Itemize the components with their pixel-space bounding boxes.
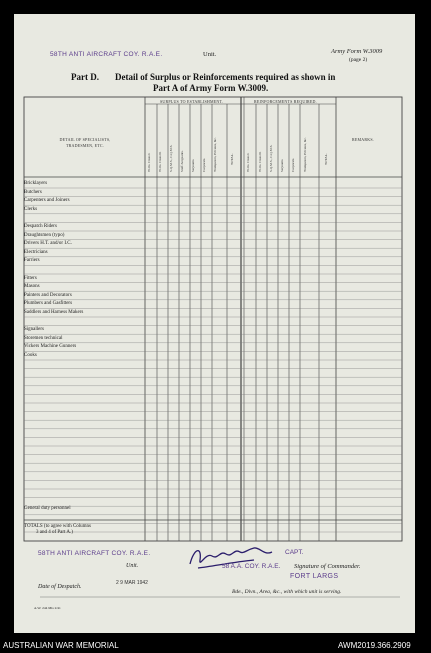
- page-reference: (page 2): [349, 57, 368, 63]
- row-label-12: Masons: [24, 284, 40, 290]
- row-label-1: Butchers: [24, 189, 42, 195]
- row-label-17: Signallers: [24, 327, 44, 333]
- row-label-15: Saddlers and Harness Makers: [24, 310, 84, 315]
- printer-code: A.W. 244 Mis 2/41: [34, 606, 61, 610]
- reinforcement-col-header-1: W.Os. Class II.: [258, 151, 262, 172]
- row-label-13: Painters and Decorators: [24, 292, 72, 298]
- row-label-6: Draughtsmen (typo): [24, 232, 65, 238]
- row-label-2: Carpenters and Joiners: [24, 198, 70, 204]
- unit-label-bottom: Unit.: [126, 563, 139, 569]
- row-label-20: Cooks: [24, 353, 37, 358]
- unit-stamp: 58TH ANTI AIRCRAFT COY. R.A.E.: [50, 51, 163, 58]
- reinforcement-col-header-4: Corporals.: [291, 157, 295, 172]
- reinforcement-col-header-0: W.Os. Class I.: [246, 152, 250, 172]
- surplus-group-header: SURPLUS TO ESTABLISHMENT.: [160, 99, 224, 104]
- row-label-19: Vickers Machine Gunners: [24, 344, 77, 350]
- reinforcement-total-header: TOTAL.: [324, 153, 328, 165]
- reinforcement-col-header-3: Serjeants.: [280, 158, 284, 172]
- signature-caption: Signature of Commander.: [294, 563, 361, 570]
- row-label-14: Plumbers and Gasfitters: [24, 301, 73, 307]
- archive-credit: AUSTRALIAN WAR MEMORIAL: [3, 641, 119, 650]
- form-reference: Army Form W.3009: [331, 48, 383, 55]
- surplus-col-header-4: Serjeants.: [191, 158, 195, 172]
- surplus-col-header-3: Staff-Sergeants.: [180, 150, 184, 172]
- brigade-caption: Bde., Divn., Area, &c., with which unit is serving.: [232, 589, 342, 595]
- totals-line1: TOTALS (to agree with Columns: [24, 524, 91, 529]
- row-label-11: Fitters: [24, 275, 37, 281]
- rank-stamp: CAPT.: [285, 549, 304, 556]
- surplus-col-header-5: Corporals.: [202, 157, 206, 172]
- despatch-date-label: Date of Despatch.: [38, 584, 82, 590]
- unit-label: Unit.: [203, 51, 217, 58]
- location-stamp: FORT LARGS: [290, 573, 339, 580]
- surplus-col-header-6: Trumpeters, Privates, &c.: [213, 137, 217, 172]
- title-line2: Part A of Army Form W.3009.: [153, 83, 269, 93]
- reinforcement-col-header-2: S.Q.M.S., C.Q.M.S.: [269, 144, 273, 172]
- row-label-0: Bricklayers: [24, 181, 48, 186]
- despatch-date-stamp: 2 9 MAR 1942: [116, 580, 148, 586]
- surplus-col-header-0: W.Os. Class I.: [147, 152, 151, 172]
- company-stamp: 58 A.A. COY. R.A.E.: [222, 563, 281, 570]
- detail-header: DETAIL OF SPECIALISTS, TRADESMEN, ETC.: [59, 137, 111, 148]
- totals-line2: 3 and 4 of Part A.): [36, 530, 73, 535]
- unit-stamp-bottom: 58TH ANTI AIRCRAFT COY. R.A.E.: [38, 550, 151, 557]
- surplus-col-header-1: W.Os. Class II.: [158, 151, 162, 172]
- reinforcement-group-header: REINFORCEMENTS REQUIRED.: [254, 99, 317, 104]
- title-line1: Detail of Surplus or Reinforcements required as shown in: [115, 72, 336, 82]
- row-label-8: Electricians: [24, 249, 48, 255]
- surplus-col-header-2: S.Q.M.S., C.Q.M.S.: [169, 144, 173, 172]
- row-label-18: Storemen technical: [24, 335, 63, 341]
- remarks-header: REMARKS.: [352, 137, 374, 142]
- row-label-7: Drivers H.T. and/or I.C.: [24, 241, 72, 247]
- row-label-5: Despatch Riders: [24, 224, 57, 229]
- part-label: Part D.: [71, 72, 99, 82]
- reinforcement-col-header-5: Trumpeters, Privates, &c.: [303, 137, 307, 172]
- row-label-9: Farriers: [24, 258, 40, 264]
- surplus-total-header: TOTAL.: [230, 153, 234, 165]
- row-label-3: Clerks: [24, 206, 38, 212]
- accession-number: AWM2019.366.2909: [338, 641, 411, 650]
- general-duty-label: General duty personnel: [24, 506, 71, 511]
